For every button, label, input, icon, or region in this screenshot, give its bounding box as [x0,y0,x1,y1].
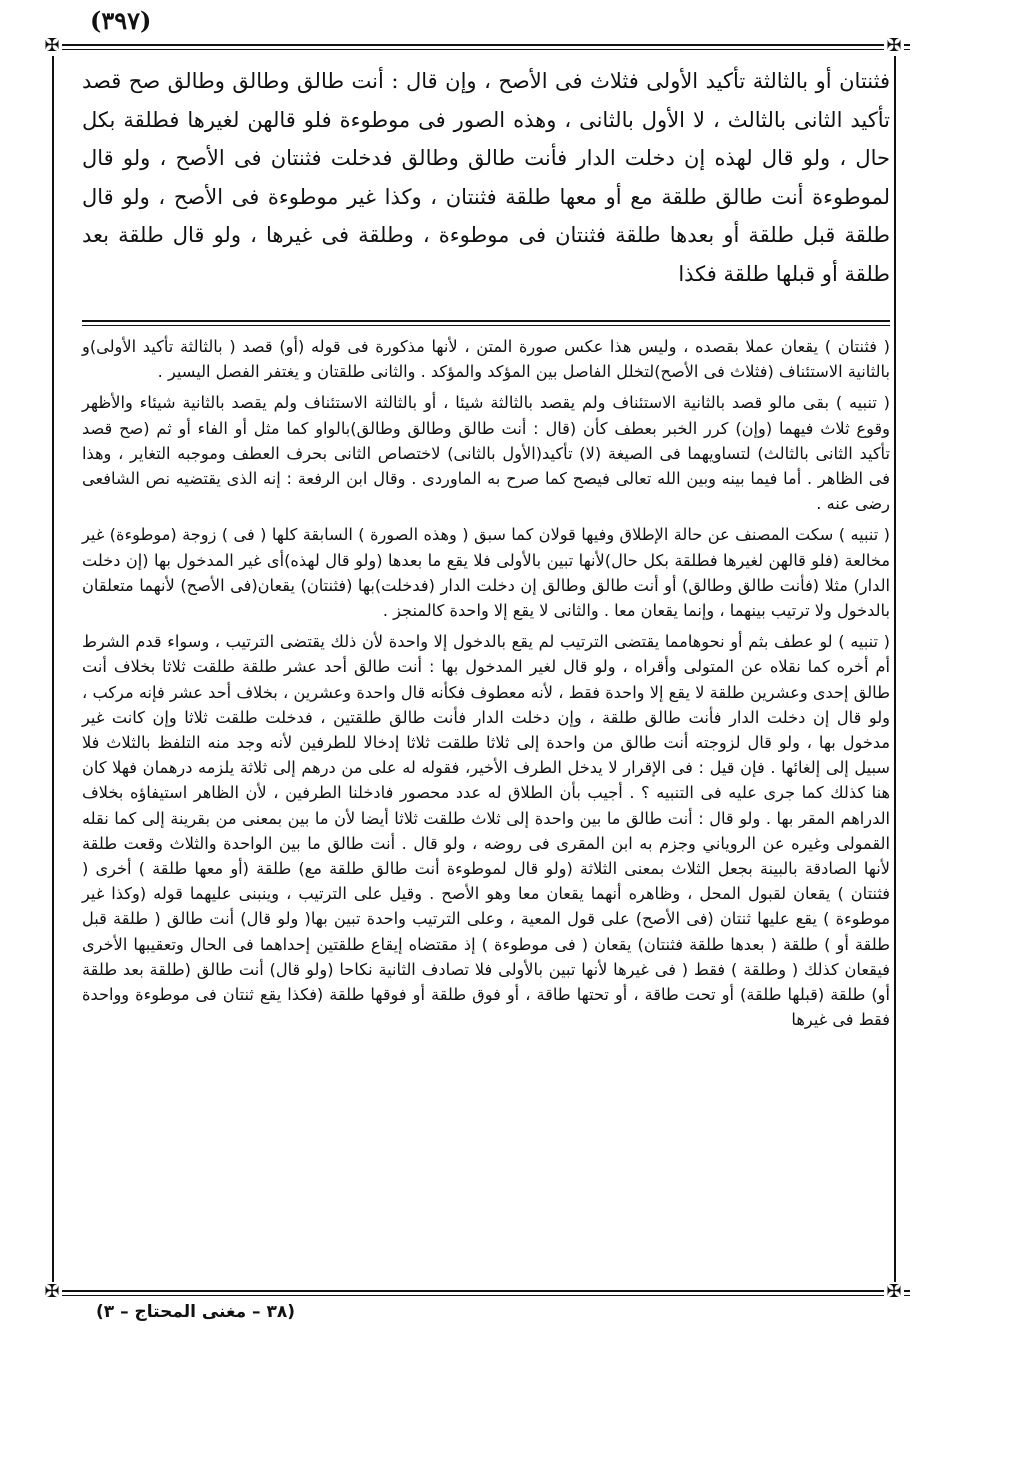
commentary-paragraph: ( تنبيه ) سكت المصنف عن حالة الإطلاق وفيها قولان كما سبق ( وهذه الصورة ) السابقة كلها ( فى ) زوجة (موطوءة) غير مخالعة (فلو قالهن لغيرها فطلقة بكل حال)لأنها تبين بالأولى فلا يقع ما بعدها (ولو قال لهذه)أى غير المدخول بها (إن دخلت الدار) مثلا (فأنت طالق وطالق) أو أنت طالق وطالق إن دخلت الدار (فدخلت)بها (فثنتان) يقعان(فى الأصح) لأنهما متعلقان بالدخول ولا ترتيب بينهما ، وإنما يقعان معا . والثانى لا يقع إلا واحدة كالمنجز . [82,525,890,621]
corner-ornament-icon: ✠ [42,1282,62,1302]
commentary-paragraph: ( تنبيه ) بقى مالو قصد بالثانية الاستئناف ولم يقصد بالثالثة شيئا ، أو بالثالثة الاستئناف ولم يقصد بالثانية شيئاء والأظهر وقوع ثلاث فيهما (وإن) كرر الخبر بعطف كأن (قال : أنت طالق وطالق وطالق)بالواو كما مثل أو الفاء أو ثم (صح قصد تأكيد الثانى بالثالث) لتساويهما فى الصيغة (لا) تأكيد(الأول بالثانى) لاختصاص الثانى بحرف العطف وموجبه التغاير ، وهذا فى الظاهر . أما فيما بينه وبين الله تعالى فيصح كما صرح به الماوردى . وقال ابن الرفعة : إنه الذى يقتضيه نص الشافعى رضى عنه . [82,393,890,514]
commentary [82,334,890,1032]
main-text [82,62,890,293]
frame-bottom-border [42,1290,910,1292]
corner-ornament-icon: ✠ [884,1282,904,1302]
corner-ornament-icon: ✠ [42,36,62,56]
corner-ornament-icon: ✠ [884,36,904,56]
page-number: (٣٩٧) [90,6,152,35]
main-text-paragraph: فثنتان أو بالثالثة تأكيد الأولى فثلاث فى الأصح ، وإن قال : أنت طالق وطالق وطالق صح قصد تأكيد الثانى بالثالث ، لا الأول بالثانى ، وهذه الصور فى موطوءة فلو قالهن لغيرها فطلقة بكل حال ، ولو قال لهذه إن دخلت الدار فأنت طالق وطالق فدخلت فثنتان فى الأصح ، ولو قال لموطوءة أنت طالق طلقة مع أو معها طلقة فثنتان ، وكذا غير موطوءة فى الأصح ، ولو قال طلقة قبل طلقة أو بعدها طلقة فثنتان فى موطوءة ، وطلقة فى غيرها ، ولو قال طلقة بعد طلقة أو قبلها طلقة فكذا [82,69,890,286]
commentary-paragraph: ( تنبيه ) لو عطف بثم أو نحوهامما يقتضى الترتيب لم يقع بالدخول إلا واحدة لأن ذلك يقتضى الترتيب ، وسواء قدم الشرط أم أخره كما نقلاه عن المتولى وأقراه ، ولو قال لغير المدخول بها : أنت طالق أحد عشر طلقة طلقت ثلاثا بخلاف أنت طالق إحدى وعشرين طلقة لا يقع إلا واحدة فقط ، لأنه معطوف فكأنه قال واحدة وعشرين ، بخلاف أحد عشر فإنه مركب ، ولو قال إن دخلت الدار فأنت طالق طلقة ، وإن دخلت الدار فأنت طالق طلقتين ، فدخلت طلقت ثلاثا وإن كانت غير مدخول بها ، ولو قال لزوجته أنت طالق من واحدة إلى ثلاثا طلقت ثلاثا إدخالا للطرفين لأنه وجد منه التلفظ بالثلاث فلا سبيل إلى إلغائها . فإن قيل : فى الإقرار لا يدخل الطرف الأخير، فقوله له على من درهم إلى ثلاثة يلزمه درهمان فهلا كان هنا كذلك كما جرى عليه فى التنبيه ؟ . أجيب بأن الطلاق له عدد محصور فادخلنا الطرفين ، لأن الظاهر استيفاؤه بخلاف الدراهم المقر بها . ولو قال : أنت طالق ما بين واحدة إلى ثلاث طلقت ثلاثا أيضا لأن ما بين بمعنى من بقرينة إلى كما نقله القمولى وغيره عن الروياني وجزم به ابن المقرى فى روضه ، ولو قال . أنت طالق ما بين الواحدة والثلاث وقعت طلقة لأنها الصادقة بالبينة بجعل الثلاث بمعنى الثلاثة (ولو قال لموطوءة أنت طالق طلقة مع) طلقة (أو معها طلقة ) أخرى ( فثنتان ) يقعان لقبول المحل ، وظاهره أنهما يقعان معا وهو الأصح . وقيل على الترتيب ، وينبنى عليهما قوله (وكذا غير موطوءة ) يقع عليها ثنتان (فى الأصح) على قول المعية ، وعلى الترتيب واحدة تبين بها( ولو قال) أنت طالق ( طلقة قبل طلقة أو ) طلقة ( بعدها طلقة فثنتان) يقعان ( فى موطوءة ) إذ مقتضاه إيقاع طلقتين إحداهما فى الحال وتعقيبها الأخرى فيقعان كذلك ( وطلقة ) فقط ( فى غيرها لأنها تبين بالأولى فلا تصادف الثانية نكاحا (ولو قال) أنت طالق (طلقة بعد طلقة أو) طلقة (قبلها طلقة) أو تحت طاقة ، أو تحتها طاقة ، أو فوق طلقة أو فوقها طلقة (فكذا يقع ثنتان فى موطوءة وواحدة فقط فى غيرها [82,632,890,1030]
commentary-paragraph: ( فثنتان ) يقعان عملا بقصده ، وليس هذا عكس صورة المتن ، لأنها مذكورة فى قوله (أو) قصد ( بالثالثة تأكيد الأولى)و بالثانية الاستئناف (فثلاث فى الأصح)لتخلل الفاصل بين المؤكد والمؤكد . والثانى طلقتان و يغتفر الفصل اليسير . [82,337,890,382]
frame-left-border [52,44,54,1292]
section-separator [82,320,890,322]
frame-right-border [894,44,896,1292]
frame-top-border [42,44,910,46]
page-footer: (٣٨ – مغنى المحتاج – ٣) [96,1302,296,1322]
